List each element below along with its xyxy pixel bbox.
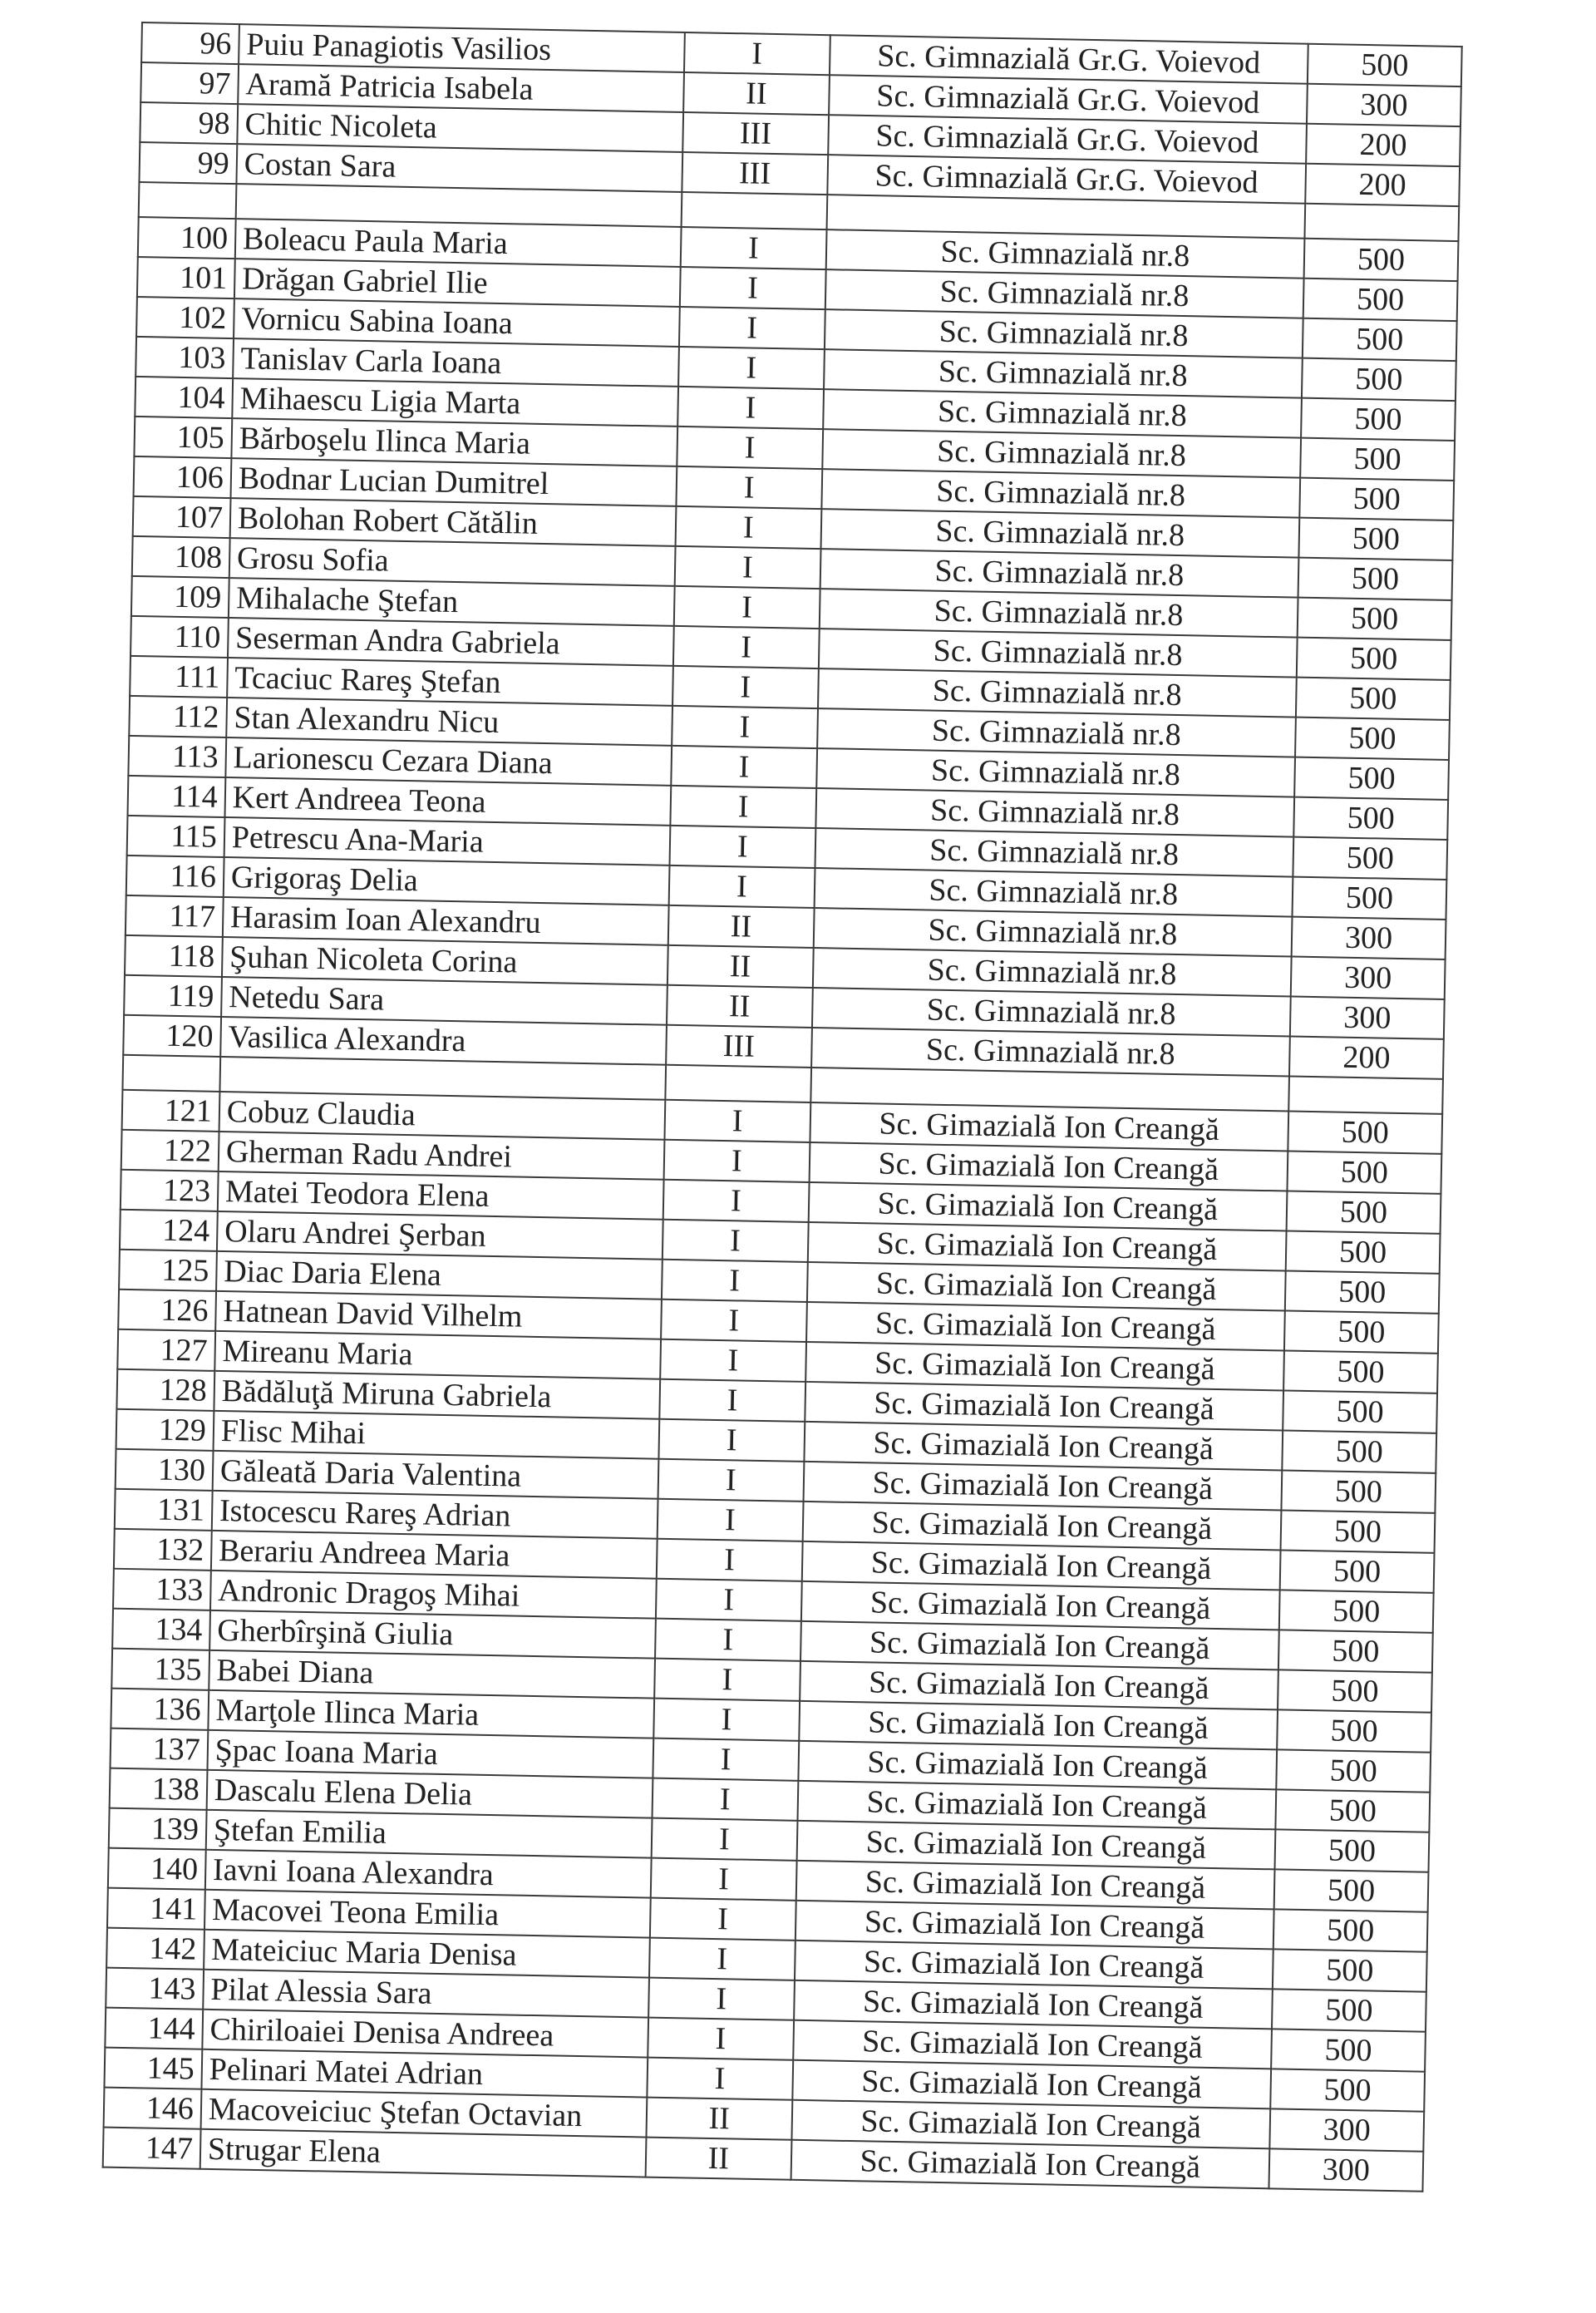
award-level: I [684,32,830,75]
student-name: Diac Daria Elena [216,1251,663,1300]
award-level: I [661,1300,807,1342]
student-name: Boleacu Paula Maria [235,219,682,267]
row-number: 124 [120,1210,218,1251]
award-amount: 500 [1287,1152,1441,1194]
award-level: II [683,72,830,115]
row-number: 126 [118,1290,216,1331]
row-number: 131 [115,1489,213,1531]
school-name: Sc. Gimazială Ion Creangă [793,2020,1272,2069]
student-name: Pelinari Matei Adrian [201,2049,648,2098]
award-level: I [658,1459,804,1502]
row-number: 143 [106,1968,204,2010]
award-amount: 500 [1293,877,1447,920]
award-amount: 500 [1279,1590,1434,1632]
award-amount: 300 [1269,2108,1424,2151]
school-name: Sc. Gimnazială nr.8 [821,469,1300,518]
school-name: Sc. Gimazială Ion Creangă [794,1980,1273,2029]
award-level: I [678,347,825,389]
school-name: Sc. Gimazială Ion Creangă [800,1661,1278,1710]
student-name: Cobuz Claudia [219,1092,665,1140]
row-number: 146 [104,2088,202,2129]
award-amount: 500 [1285,1270,1440,1313]
award-level: I [680,267,826,309]
row-number: 132 [114,1529,212,1571]
school-name: Sc. Gimazială Ion Creangă [796,1821,1275,1870]
award-amount: 500 [1295,718,1450,760]
awards-table-body [103,22,1462,2192]
school-name: Sc. Gimnazială nr.8 [814,868,1293,917]
award-amount: 500 [1293,837,1447,880]
school-name: Sc. Gimnazială nr.8 [825,309,1303,358]
award-amount: 300 [1292,917,1446,959]
student-name: Seserman Andra Gabriela [228,618,674,666]
award-amount: 300 [1268,2148,1423,2191]
award-amount: 500 [1293,797,1448,840]
row-number: 109 [131,576,229,618]
student-name: Pilat Alessia Sara [203,1970,649,2018]
student-name: Olaru Andrei Şerban [217,1211,663,1260]
row-number: 137 [110,1729,208,1770]
row-number: 103 [135,337,234,378]
row-number: 101 [137,257,235,298]
student-name: Tanislav Carla Ioana [233,338,679,387]
award-level: I [664,1100,810,1142]
award-level: II [667,945,814,988]
student-name: Tcaciuc Rareş Ştefan [227,658,673,706]
school-name: Sc. Gimnazială nr.8 [820,549,1298,598]
award-amount: 500 [1296,678,1451,720]
student-name: Gherman Radu Andrei [219,1132,665,1180]
award-amount: 500 [1280,1550,1435,1592]
award-amount: 500 [1276,1749,1431,1792]
award-level: I [650,1898,796,1941]
row-number: 107 [133,496,231,538]
award-amount: 500 [1283,1350,1438,1393]
student-name: Chiriloaiei Denisa Andreea [202,2010,648,2058]
award-level: I [656,1579,802,1621]
student-name: Larionescu Cezara Diana [225,737,672,786]
school-name: Sc. Gimnazială Gr.G. Voievod [830,35,1308,84]
award-level: I [648,2018,794,2060]
award-amount: 300 [1291,957,1446,999]
student-name: Aramă Patricia Isabela [238,64,684,112]
school-name: Sc. Gimnazială Gr.G. Voievod [828,115,1307,164]
award-amount: 500 [1283,1390,1437,1433]
award-amount: 200 [1305,164,1460,206]
row-number: 135 [111,1649,209,1690]
row-number: 128 [116,1369,214,1411]
award-level: I [662,1260,808,1302]
row-number: 136 [111,1689,209,1730]
student-name: Mateiciuc Maria Denisa [204,1930,650,1978]
school-name: Sc. Gimazială Ion Creangă [806,1302,1285,1351]
school-name: Sc. Gimazială Ion Creangă [807,1222,1286,1271]
student-name: Berariu Andreea Maria [211,1531,658,1579]
student-name: Macovei Teona Emilia [204,1890,651,1938]
school-name: Sc. Gimnazială nr.8 [823,389,1302,438]
award-amount: 500 [1272,1989,1426,2031]
award-amount: 500 [1275,1829,1430,1872]
school-name: Sc. Gimazială Ion Creangă [810,1102,1288,1152]
award-amount: 500 [1308,44,1462,86]
row-number: 133 [113,1569,211,1610]
row-number: 130 [116,1449,214,1491]
student-name: Bolohan Robert Cătălin [229,498,676,546]
award-amount: 300 [1290,997,1445,1039]
student-name: Costan Sara [236,144,682,192]
school-name: Sc. Gimnazială nr.8 [820,509,1299,558]
award-amount: 500 [1304,239,1459,281]
award-level: I [675,546,821,589]
student-name: Marţole Ilinca Maria [208,1690,654,1738]
award-amount: 500 [1303,318,1457,361]
school-name: Sc. Gimazială Ion Creangă [801,1581,1280,1630]
award-amount: 500 [1278,1630,1433,1672]
student-name: Puiu Panagiotis Vasilios [239,24,685,72]
school-name: Sc. Gimnazială nr.8 [825,269,1303,318]
award-level: I [663,1220,809,1262]
student-name: Drăgan Gabriel Ilie [234,259,681,307]
award-level: I [663,1180,810,1222]
student-name: Andronic Dragoş Mihai [210,1571,657,1619]
award-amount: 500 [1275,1789,1430,1832]
award-level: II [667,985,813,1028]
row-number: 114 [127,776,225,817]
empty-cell [665,1065,810,1102]
row-number: 98 [140,102,238,144]
award-amount: 500 [1288,1112,1442,1154]
award-level: I [669,826,815,868]
student-name: Gherbîrşină Giulia [209,1610,656,1659]
award-level: II [668,905,815,948]
student-name: Kert Andreea Teona [224,777,671,826]
award-level: I [681,227,827,269]
award-level: I [653,1738,799,1781]
award-amount: 500 [1297,638,1451,680]
empty-cell [1288,1077,1443,1114]
row-number: 111 [130,656,228,698]
award-level: I [655,1619,801,1661]
row-number: 142 [106,1928,204,1970]
student-name: Netedu Sara [221,977,667,1025]
school-name: Sc. Gimnazială nr.8 [819,629,1298,678]
school-name: Sc. Gimazială Ion Creangă [791,2100,1270,2149]
award-level: I [676,466,822,509]
school-name: Sc. Gimazială Ion Creangă [800,1621,1279,1670]
student-name: Hatnean David Vilhelm [215,1291,662,1339]
student-name: Găleată Daria Valentina [212,1451,658,1499]
awards-table [102,22,1463,2192]
school-name: Sc. Gimazială Ion Creangă [796,1861,1274,1910]
school-name: Sc. Gimnazială nr.8 [813,948,1292,997]
award-amount: 300 [1307,84,1461,126]
award-level: I [657,1539,803,1581]
award-amount: 500 [1298,558,1453,600]
student-name: Strugar Elena [200,2129,647,2177]
award-amount: 500 [1299,478,1454,520]
school-name: Sc. Gimazială Ion Creangă [808,1182,1287,1231]
row-number: 100 [138,217,236,259]
row-number: 116 [126,856,224,897]
school-name: Sc. Gimnazială nr.8 [825,229,1304,279]
student-name: Bărboşelu Ilinca Maria [231,418,677,466]
award-level: I [664,1140,810,1182]
student-name: Harasim Ioan Alexandru [223,897,669,945]
school-name: Sc. Gimazială Ion Creangă [804,1422,1283,1471]
school-name: Sc. Gimnazială nr.8 [816,748,1295,797]
row-number: 147 [103,2128,201,2169]
award-amount: 500 [1287,1191,1441,1233]
empty-cell [1304,204,1459,241]
row-number: 125 [119,1250,217,1291]
award-level: I [669,866,815,908]
row-number: 122 [121,1130,219,1171]
award-amount: 500 [1301,398,1456,441]
award-level: I [677,427,823,469]
student-name: Chitic Nicoleta [237,104,683,152]
award-amount: 500 [1286,1230,1441,1273]
award-amount: 500 [1278,1669,1432,1712]
row-number: 102 [136,297,234,338]
row-number: 120 [123,1015,221,1057]
row-number: 118 [125,935,223,977]
award-amount: 500 [1274,1869,1429,1911]
row-number: 105 [134,417,232,458]
award-level: I [672,706,818,748]
student-name: Babei Diana [209,1650,655,1699]
student-name: Mihaescu Ligia Marta [232,378,678,427]
row-number: 139 [109,1808,207,1850]
row-number: 141 [107,1888,205,1930]
row-number: 121 [122,1090,220,1132]
school-name: Sc. Gimnazială nr.8 [813,908,1292,957]
student-name: Grosu Sofia [229,538,676,586]
award-level: I [671,746,817,788]
student-name: Vornicu Sabina Ioana [234,298,680,347]
award-level: I [648,1978,795,2020]
award-level: I [672,666,819,708]
school-name: Sc. Gimazială Ion Creangă [805,1342,1284,1391]
award-level: I [674,586,820,629]
student-name: Flisc Mihai [213,1411,659,1459]
award-amount: 500 [1273,1909,1428,1951]
award-amount: 500 [1298,598,1452,640]
award-amount: 200 [1289,1037,1444,1079]
school-name: Sc. Gimnazială Gr.G. Voievod [827,155,1306,204]
award-level: I [652,1778,798,1821]
award-level: I [654,1659,800,1701]
school-name: Sc. Gimnazială nr.8 [811,1028,1290,1077]
school-name: Sc. Gimnazială nr.8 [824,349,1303,398]
student-name: Şuhan Nicoleta Corina [222,937,668,985]
school-name: Sc. Gimazială Ion Creangă [797,1781,1276,1830]
student-name: Mireanu Maria [214,1331,661,1379]
student-name: Petrescu Ana-Maria [224,817,670,866]
school-name: Sc. Gimazială Ion Creangă [803,1462,1282,1511]
school-name: Sc. Gimnazială nr.8 [815,788,1294,837]
student-name: Grigoraş Delia [224,857,670,905]
student-name: Vasilica Alexandra [220,1017,667,1065]
school-name: Sc. Gimnazială nr.8 [815,828,1293,877]
school-name: Sc. Gimazială Ion Creangă [799,1701,1278,1750]
student-name: Bodnar Lucian Dumitrel [230,458,677,506]
empty-cell [682,192,827,229]
student-name: Ştefan Emilia [206,1810,653,1858]
row-number: 127 [117,1329,215,1371]
award-amount: 200 [1306,124,1461,166]
student-name: Matei Teodora Elena [218,1171,664,1220]
empty-cell [122,1055,220,1092]
award-level: I [679,307,825,349]
school-name: Sc. Gimazială Ion Creangă [791,2140,1269,2189]
award-amount: 500 [1270,2069,1425,2111]
school-name: Sc. Gimazială Ion Creangă [792,2060,1271,2109]
row-number: 99 [139,142,237,184]
row-number: 129 [116,1409,214,1451]
row-number: 106 [134,456,232,498]
award-level: I [651,1858,797,1901]
award-level: I [670,786,816,828]
award-level: II [646,2098,792,2140]
award-level: I [658,1419,805,1462]
school-name: Sc. Gimnazială nr.8 [819,589,1298,638]
award-amount: 500 [1282,1430,1436,1472]
student-name: Dascalu Elena Delia [206,1770,653,1818]
row-number: 112 [129,696,227,737]
school-name: Sc. Gimnazială nr.8 [812,988,1291,1037]
row-number: 140 [108,1848,206,1890]
row-number: 104 [135,377,233,418]
school-name: Sc. Gimazială Ion Creangă [805,1382,1283,1431]
row-number: 97 [140,62,239,104]
row-number: 96 [141,22,239,64]
student-name: Şpac Ioana Maria [207,1730,653,1778]
award-level: I [659,1379,805,1422]
award-amount: 500 [1277,1709,1431,1752]
empty-cell [139,182,237,219]
school-name: Sc. Gimazială Ion Creangă [802,1502,1281,1551]
award-amount: 500 [1298,518,1453,560]
award-level: I [676,506,822,549]
award-amount: 500 [1284,1310,1439,1353]
student-name: Bădăluţă Miruna Gabriela [214,1371,660,1419]
award-level: I [658,1499,804,1541]
row-number: 119 [124,975,222,1017]
award-level: III [666,1025,812,1068]
award-amount: 500 [1281,1510,1436,1552]
row-number: 108 [132,536,230,578]
award-level: I [653,1699,800,1741]
document-page [100,7,1480,2301]
award-level: III [682,112,829,155]
award-level: I [647,2058,793,2100]
student-name: Istocescu Rareş Adrian [212,1491,658,1539]
school-name: Sc. Gimazială Ion Creangă [801,1541,1280,1590]
row-number: 145 [104,2048,202,2089]
school-name: Sc. Gimnazială nr.8 [818,668,1297,718]
award-level: III [682,152,828,195]
award-amount: 500 [1303,279,1458,321]
row-number: 144 [105,2008,203,2049]
row-number: 117 [126,895,224,937]
row-number: 115 [127,816,225,857]
school-name: Sc. Gimazială Ion Creangă [807,1262,1286,1311]
school-name: Sc. Gimnazială nr.8 [817,708,1296,757]
school-name: Sc. Gimazială Ion Creangă [798,1741,1277,1790]
award-level: I [652,1818,798,1861]
student-name: Iavni Ioana Alexandra [205,1850,652,1898]
row-number: 138 [110,1768,208,1810]
award-level: II [646,2138,792,2180]
school-name: Sc. Gimazială Ion Creangă [796,1901,1274,1950]
award-level: I [677,387,824,429]
school-name: Sc. Gimazială Ion Creangă [795,1941,1273,1990]
school-name: Sc. Gimazială Ion Creangă [809,1142,1288,1191]
award-amount: 500 [1271,2029,1426,2071]
award-level: I [660,1339,806,1382]
award-amount: 500 [1294,757,1449,800]
student-name: Stan Alexandru Nicu [226,698,672,746]
row-number: 134 [112,1609,210,1650]
student-name: Mihalache Ştefan [229,578,675,626]
school-name: Sc. Gimnazială Gr.G. Voievod [829,75,1308,124]
award-amount: 500 [1273,1949,1427,1991]
award-amount: 500 [1300,438,1455,481]
award-level: I [649,1938,796,1980]
row-number: 113 [128,736,226,777]
school-name: Sc. Gimnazială nr.8 [822,429,1301,478]
award-level: I [673,626,820,668]
award-amount: 500 [1281,1470,1436,1512]
row-number: 110 [131,616,229,658]
student-name: Macoveiciuc Ştefan Octavian [200,2089,647,2138]
row-number: 123 [121,1170,219,1211]
award-amount: 500 [1302,358,1456,401]
